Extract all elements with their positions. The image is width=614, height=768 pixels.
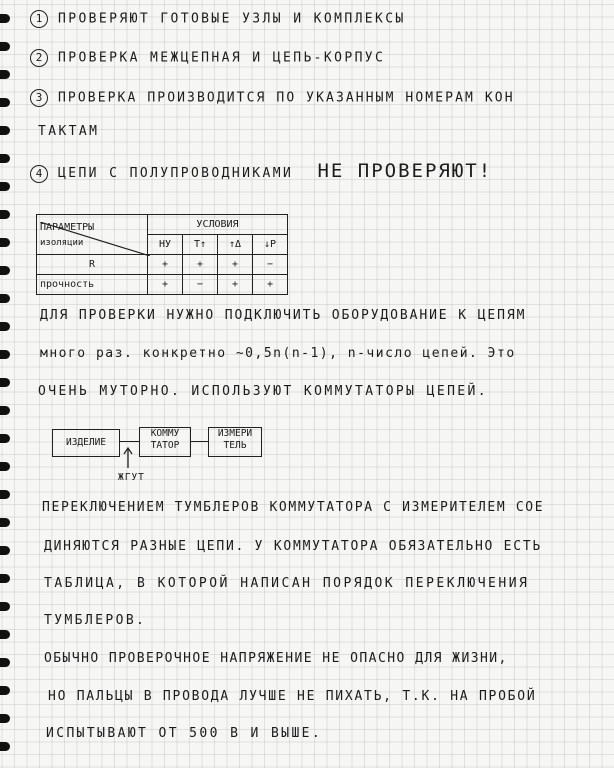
- binding-ring: [0, 518, 10, 527]
- device-box: ИЗДЕЛИЕ: [52, 429, 120, 457]
- binding-ring: [0, 378, 10, 387]
- item-number: 1: [30, 10, 48, 28]
- binding-ring: [0, 14, 10, 23]
- text-line: ОЧЕНЬ МУТОРНО. ИСПОЛЬЗУЮТ КОММУТАТОРЫ ЦЕПЕЙ.: [38, 384, 488, 399]
- text-line: ИСПЫТЫВАЮТ ОТ 500 В И ВЫШЕ.: [46, 726, 323, 741]
- binding-ring: [0, 210, 10, 219]
- item-text: ПРОВЕРЯЮТ ГОТОВЫЕ УЗЛЫ И КОМПЛЕКСЫ: [58, 11, 406, 27]
- text-line: ДИНЯЮТСЯ РАЗНЫЕ ЦЕПИ. У КОММУТАТОРА ОБЯЗАТЕЛЬНО ЕСТЬ: [44, 539, 542, 554]
- binding-ring: [0, 98, 10, 107]
- text-line: ТУМБЛЕРОВ.: [44, 613, 147, 628]
- item-number: 4: [30, 165, 48, 183]
- text-line: ТАБЛИЦА, В КОТОРОЙ НАПИСАН ПОРЯДОК ПЕРЕКЛЮЧЕНИЯ: [44, 576, 530, 591]
- binding-ring: [0, 42, 10, 51]
- emphasis-text: НЕ ПРОВЕРЯЮТ!: [317, 160, 493, 182]
- parameters-table: [36, 214, 288, 295]
- binding-ring: [0, 602, 10, 611]
- binding-ring: [0, 546, 10, 555]
- connector-line: [119, 441, 139, 442]
- text-line: ПЕРЕКЛЮЧЕНИЕМ ТУМБЛЕРОВ КОММУТАТОРА С ИЗМЕРИТЕЛЕМ СОЕ: [42, 500, 545, 515]
- list-item: [30, 160, 492, 183]
- text-line: НО ПАЛЬЦЫ В ПРОВОДА ЛУЧШЕ НЕ ПИХАТЬ, Т.К. НА ПРОБОЙ: [48, 689, 537, 704]
- binding-ring: [0, 238, 10, 247]
- list-item: [30, 49, 385, 67]
- binding-ring: [0, 322, 10, 331]
- table-cell: +: [148, 275, 183, 295]
- table-row: [37, 275, 288, 295]
- binding-ring: [0, 686, 10, 695]
- item-number: 3: [30, 89, 48, 107]
- switch-box: [139, 427, 191, 457]
- binding-ring: [0, 70, 10, 79]
- up-arrow-icon: [122, 446, 134, 470]
- table-cell: −: [183, 275, 218, 295]
- harness-label: ЖГУТ: [118, 472, 145, 483]
- binding-ring: [0, 182, 10, 191]
- binding-ring: [0, 658, 10, 667]
- meter-label-line2: ТЕЛЬ: [223, 440, 247, 451]
- binding-ring: [0, 630, 10, 639]
- row-label: R: [37, 255, 148, 275]
- switch-label-line1: КОММУ: [150, 428, 180, 439]
- table-cell: +: [218, 255, 253, 275]
- binding-ring: [0, 714, 10, 723]
- table-cell: +: [253, 275, 288, 295]
- binding-ring: [0, 154, 10, 163]
- item-number: 2: [30, 49, 48, 67]
- item-text: ЦЕПИ С ПОЛУПРОВОДНИКАМИ: [58, 166, 294, 181]
- binding-ring: [0, 490, 10, 499]
- binding-ring: [0, 462, 10, 471]
- list-item-continuation: ТАКТАМ: [38, 124, 100, 139]
- binding-ring: [0, 434, 10, 443]
- binding-ring: [0, 350, 10, 359]
- row-label: прочность: [37, 275, 148, 295]
- item-text: ПРОВЕРКА МЕЖЦЕПНАЯ И ЦЕПЬ-КОРПУС: [58, 50, 386, 66]
- table-cell: −: [253, 255, 288, 275]
- condition-col: ↑Δ: [218, 235, 253, 255]
- header-isolation: изоляции: [40, 237, 84, 248]
- binding-ring: [0, 126, 10, 135]
- table-header-row: [37, 215, 288, 235]
- binding-ring: [0, 406, 10, 415]
- table-cell: +: [148, 255, 183, 275]
- meter-label-line1: ИЗМЕРИ: [217, 428, 253, 439]
- binding-ring: [0, 574, 10, 583]
- meter-box: [208, 427, 262, 457]
- condition-col: ↓P: [253, 235, 288, 255]
- header-params: ПАРАМЕТРЫ: [40, 221, 95, 233]
- table-row: [37, 255, 288, 275]
- table-cell: +: [218, 275, 253, 295]
- condition-col: T↑: [183, 235, 218, 255]
- connector-line: [190, 441, 208, 442]
- list-item: [30, 10, 406, 28]
- list-item: [30, 89, 515, 107]
- binding-ring: [0, 742, 10, 751]
- table-cell: +: [183, 255, 218, 275]
- text-line: ОБЫЧНО ПРОВЕРОЧНОЕ НАПРЯЖЕНИЕ НЕ ОПАСНО ДЛЯ ЖИЗНИ,: [44, 651, 508, 666]
- binding-ring: [0, 266, 10, 275]
- switch-label-line2: ТАТОР: [150, 440, 180, 451]
- item-text: ПРОВЕРКА ПРОИЗВОДИТСЯ ПО УКАЗАННЫМ НОМЕРАМ КОН: [58, 90, 515, 106]
- header-conditions: УСЛОВИЯ: [148, 215, 288, 235]
- binding-ring: [0, 294, 10, 303]
- spiral-binding: [0, 0, 14, 768]
- condition-col: НУ: [148, 235, 183, 255]
- header-params-cell: [37, 215, 148, 255]
- text-line: ДЛЯ ПРОВЕРКИ НУЖНО ПОДКЛЮЧИТЬ ОБОРУДОВАНИЕ К ЦЕПЯМ: [40, 308, 527, 323]
- text-line: много раз. конкретно ~0,5n(n-1), n-число цепей. Это: [40, 346, 516, 361]
